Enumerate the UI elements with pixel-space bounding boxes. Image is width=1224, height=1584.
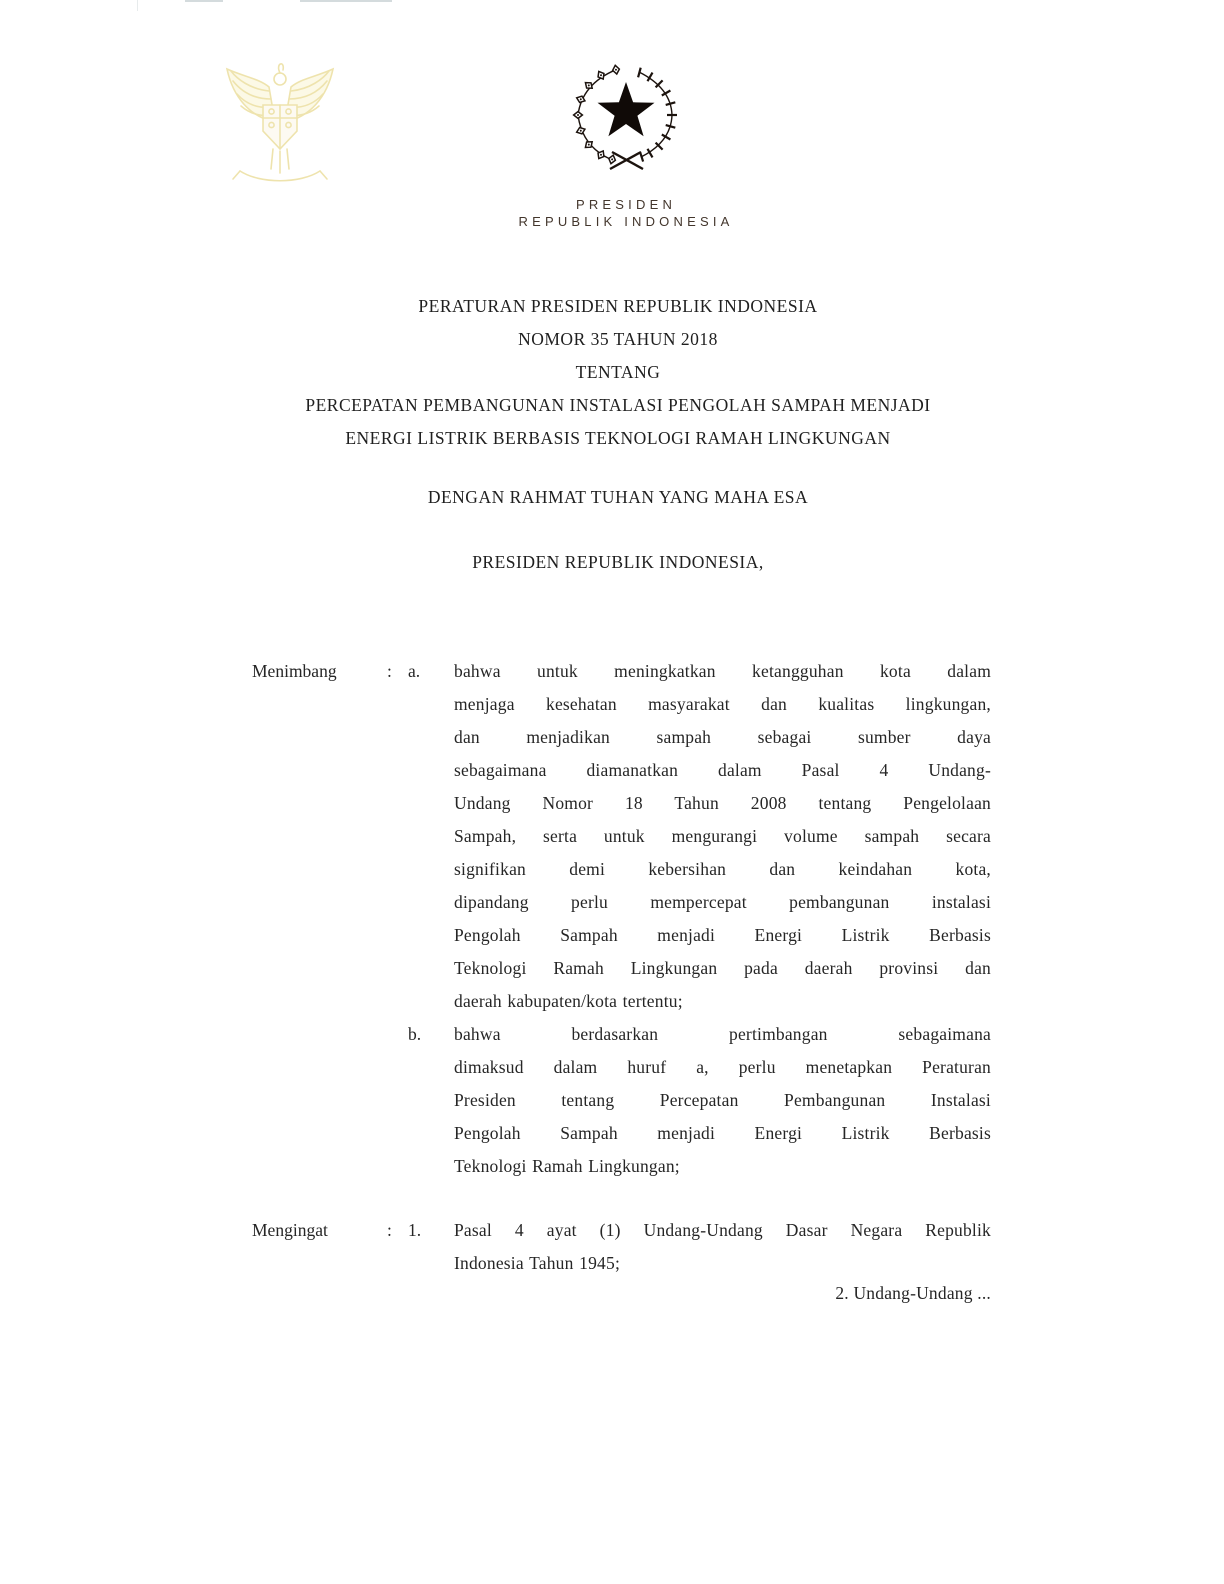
considering-colon: : [387, 661, 392, 681]
recalling-colon: : [387, 1220, 392, 1240]
garuda-pancasila-watermark-icon [215, 46, 345, 188]
text-line: PERATURAN PRESIDEN REPUBLIK INDONESIA [418, 296, 818, 316]
text-line: Teknologi Ramah Lingkungan; [454, 1156, 680, 1176]
text-line: bahwa berdasarkan pertimbangan sebagaimana [454, 1024, 991, 1044]
considering-item-a [408, 655, 991, 1018]
text-line: Pengolah Sampah menjadi Energi Listrik Berbasis [454, 925, 991, 945]
letterhead-presiden: PRESIDEN [575, 197, 677, 212]
text-line: signifikan demi kebersihan dan keindahan kota, [454, 859, 991, 879]
text-line: bahwa untuk meningkatkan ketangguhan kota dalam [454, 661, 991, 681]
text-line: dipandang perlu mempercepat pembangunan instalasi [454, 892, 991, 912]
text-line: menjaga kesehatan masyarakat dan kualitas lingkungan, [454, 694, 991, 714]
considering-item-b [408, 1018, 991, 1183]
text-line: Teknologi Ramah Lingkungan pada daerah provinsi dan [454, 958, 991, 978]
text-line: sebagaimana diamanatkan dalam Pasal 4 Undang- [454, 760, 991, 780]
text-line: Presiden tentang Percepatan Pembangunan Instalasi [454, 1090, 991, 1110]
star-icon [598, 82, 655, 136]
text-line: daerah kabupaten/kota tertentu; [454, 991, 683, 1011]
item-marker: b. [408, 1024, 422, 1044]
text-line: Sampah, serta untuk mengurangi volume sampah secara [454, 826, 991, 846]
text-line: dimaksud dalam huruf a, perlu menetapkan Peraturan [454, 1057, 991, 1077]
text-line: Undang Nomor 18 Tahun 2008 tentang Pengelolaan [454, 793, 991, 813]
text-line: TENTANG [575, 362, 661, 382]
text-line: NOMOR 35 TAHUN 2018 [518, 329, 718, 349]
text-line: Indonesia Tahun 1945; [454, 1253, 621, 1273]
considering-label: Menimbang [252, 661, 337, 681]
catchword: 2. Undang-Undang ... [835, 1283, 991, 1303]
regulation-title [6, 290, 1224, 455]
item-text [454, 1214, 991, 1280]
recalling-item-1 [408, 1214, 991, 1280]
item-marker: 1. [408, 1220, 422, 1240]
text-line: dan menjadikan sampah sebagai sumber daya [454, 727, 991, 747]
item-marker: a. [408, 661, 421, 681]
considering-section [252, 655, 991, 1183]
text-line: Pasal 4 ayat (1) Undang-Undang Dasar Negara Republik [454, 1220, 991, 1240]
scan-artifact [185, 0, 223, 2]
text-line: Pengolah Sampah menjadi Energi Listrik Berbasis [454, 1123, 991, 1143]
item-text [454, 1018, 991, 1183]
text-line: ENERGI LISTRIK BERBASIS TEKNOLOGI RAMAH LINGKUNGAN [345, 428, 891, 448]
scan-artifact [137, 0, 138, 11]
item-text [454, 655, 991, 1018]
invocation-line: DENGAN RAHMAT TUHAN YANG MAHA ESA [427, 487, 809, 507]
text-line: PERCEPATAN PEMBANGUNAN INSTALASI PENGOLAH SAMPAH MENJADI [305, 395, 931, 415]
letterhead-republik-indonesia: REPUBLIK INDONESIA [518, 214, 734, 229]
letterhead [426, 196, 826, 230]
recalling-section [252, 1214, 991, 1280]
scan-artifact [300, 0, 392, 2]
recalling-label: Mengingat [252, 1220, 328, 1240]
issuer-line: PRESIDEN REPUBLIK INDONESIA, [472, 552, 764, 572]
star-wreath-emblem-icon [566, 60, 686, 175]
